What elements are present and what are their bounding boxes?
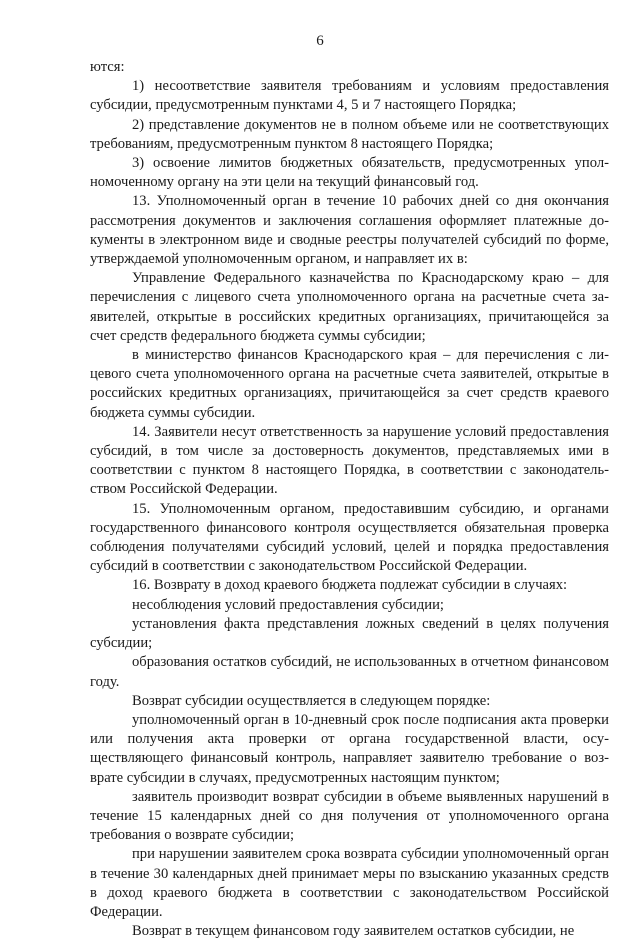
paragraph-case-2: установления факта представления ложных сведений в целях получения субсидии;: [90, 615, 609, 652]
paragraph-procedure-step-1: уполномоченный орган в 10-дневный срок после подписания акта проверки или получения акта проверки от органа государственной власти, осуществляющего финансовый контроль, направляет заявителю требование о возврате субсидии в случаях, предусмотренных настоящим пунктом;: [90, 711, 609, 786]
paragraph-procedure-step-3: при нарушении заявителем срока возврата субсидии уполномоченный орган в течение 30 календарных дней принимает меры по взысканию указанных средств в доход краевого бюджета в соответствии с законодательством Российской Федерации.: [90, 846, 609, 920]
paragraph-treasury-transfer: Управление Федерального казначейства по Краснодарскому краю – для перечисления с лицевого счета уполномоченного органа на расчетные счета заявителей, открытые в российских кредитных организациях, причитающейся за счет средств федерального бюджета суммы субсидии;: [90, 270, 609, 344]
paragraph-ministry-transfer: в министерство финансов Краснодарского края – для перечисления с лицевого счета уполномоченного органа на расчетные счета заявителей, открытые в российских кредитных организациях, причитающейся за счет средств краевого бюджета суммы субсидии.: [90, 347, 609, 421]
paragraph-case-1: несоблюдения условий предоставления субсидии;: [132, 596, 444, 613]
paragraph-clause-16: 16. Возврату в доход краевого бюджета подлежат субсидии в случаях:: [132, 577, 568, 594]
document-body: [90, 58, 609, 941]
paragraph-clause-15: 15. Уполномоченным органом, предоставившим субсидию, и органами государственного финансового контроля осуществляется обязательная проверка соблюдения получателями субсидий условий, целей и порядка предоставления субсидий в соответствии с законодательством Российской Федерации.: [90, 500, 609, 575]
paragraph-refusal-reason-3: 3) освоение лимитов бюджетных обязательств, предусмотренных уполномоченному органу на эти цели на текущий финансовый год.: [90, 155, 609, 191]
page-number: 6: [316, 33, 324, 49]
paragraph-refusal-reason-1: 1) несоответствие заявителя требованиям и условиям предоставления субсидии, предусмотренным пунктами 4, 5 и 7 настоящего Порядка;: [90, 78, 609, 114]
paragraph-procedure-step-2: заявитель производит возврат субсидии в объеме выявленных нарушений в течение 15 календарных дней со дня получения от уполномоченного органа требования о возврате субсидии;: [90, 788, 609, 844]
paragraph-case-3: образования остатков субсидий, не использованных в отчетном финансовом году.: [90, 654, 609, 690]
paragraph-refusal-reason-2: 2) представление документов не в полном объеме или не соответствующих требованиям, предусмотренным пунктом 8 настоящего Порядка;: [90, 116, 609, 152]
paragraph-clause-13: 13. Уполномоченный орган в течение 10 рабочих дней со дня окончания рассмотрения документов и заключения соглашения оформляет платежные документы в электронном виде и сводные реестры получателей субсидий по форме, утверждаемой уполномоченным органом, и направляет их в:: [90, 193, 609, 268]
paragraph-clause-14: 14. Заявители несут ответственность за нарушение условий предоставления субсидий, в том числе за достоверность документов, представляемых ими в соответствии с пунктом 8 настоящего Порядка, в соответствии с законодательством Российской Федерации.: [90, 423, 609, 498]
paragraph-return-procedure: Возврат субсидии осуществляется в следующем порядке:: [132, 692, 491, 709]
paragraph-continuation: ются:: [90, 59, 125, 75]
paragraph-remaining-balance: Возврат в текущем финансовом году заявителем остатков субсидии, не: [132, 923, 575, 940]
